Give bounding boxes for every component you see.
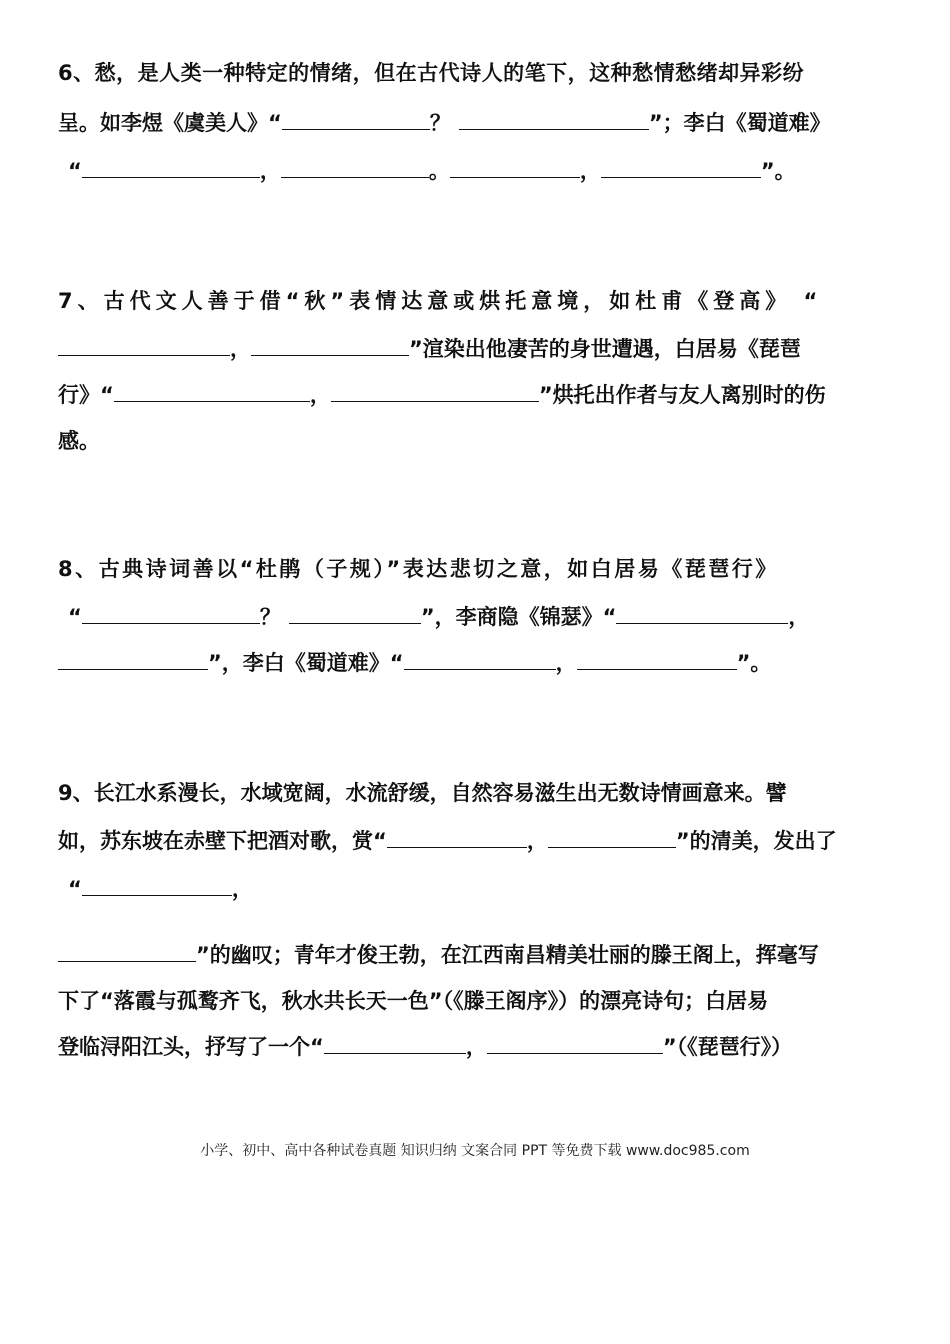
q6-text: “ <box>68 159 82 183</box>
answer-blank[interactable] <box>114 381 310 402</box>
answer-blank[interactable] <box>487 1033 663 1054</box>
q6-text: ”；李白《蜀道难》 <box>648 111 831 135</box>
answer-blank[interactable] <box>324 1033 466 1054</box>
answer-blank[interactable] <box>616 603 788 624</box>
q8-text: ”，李商隐《锦瑟》“ <box>420 605 617 629</box>
answer-blank[interactable] <box>282 109 430 130</box>
answer-blank[interactable] <box>281 157 429 178</box>
q6-text: 呈。如李煜《虞美人》“ <box>58 111 282 135</box>
q9-text: ”的清美，发出了 <box>675 829 837 853</box>
q9-text: ， <box>231 877 253 901</box>
answer-blank[interactable] <box>331 381 539 402</box>
q7-text: ， <box>309 383 331 407</box>
answer-blank[interactable] <box>387 827 527 848</box>
answer-blank[interactable] <box>548 827 676 848</box>
answer-blank[interactable] <box>82 875 232 896</box>
answer-blank[interactable] <box>289 603 421 624</box>
q6-line-2 <box>58 108 831 138</box>
q9-text: ， <box>465 1035 487 1059</box>
q9-text: “ <box>68 877 82 901</box>
q9-text: ”（《琵琶行》） <box>662 1035 793 1059</box>
q8-text: ？ <box>259 605 281 629</box>
q8-text: ”。 <box>736 651 772 675</box>
q6-text: 。 <box>428 159 450 183</box>
answer-blank[interactable] <box>577 649 737 670</box>
q6-text: ， <box>259 159 281 183</box>
answer-blank[interactable] <box>459 109 649 130</box>
q7-text: ， <box>230 337 251 361</box>
q8-line-1: 8、古典诗词善以“杜鹃（子规）”表达悲切之意，如白居易《琵琶行》 <box>58 557 779 581</box>
q8-text: ”，李白《蜀道难》“ <box>208 651 404 675</box>
q7-line-2 <box>58 334 801 364</box>
q6-text: ？ <box>429 111 451 135</box>
q8-text: ， <box>788 605 810 629</box>
answer-blank[interactable] <box>601 157 761 178</box>
q8-text: ， <box>555 651 577 675</box>
q8-text: “ <box>68 605 82 629</box>
q7-line-3 <box>58 380 826 410</box>
q9-text: 如，苏东坡在赤壁下把酒对歌，赏“ <box>58 829 387 853</box>
footer-text: 小学、初中、高中各种试卷真题 知识归纳 文案合同 PPT 等免费下载 www.doc985.com <box>200 1143 750 1159</box>
answer-blank[interactable] <box>58 649 208 670</box>
q7-text: ”烘托出作者与友人离别时的伤 <box>538 383 826 407</box>
answer-blank[interactable] <box>82 603 260 624</box>
q9-text: ”的幽叹；青年才俊王勃，在江西南昌精美壮丽的滕王阁上，挥毫写 <box>196 943 819 967</box>
answer-blank[interactable] <box>251 335 409 356</box>
answer-blank[interactable] <box>450 157 580 178</box>
q7-line-1: 7、古代文人善于借“秋”表情达意或烘托意境，如杜甫《登高》 “ <box>58 289 823 313</box>
q9-line-6 <box>58 1032 792 1062</box>
q9-line-5: 下了“落霞与孤鹜齐飞，秋水共长天一色”（《滕王阁序》）的漂亮诗句；白居易 <box>58 989 769 1013</box>
q7-text: ”渲染出他凄苦的身世遭遇，白居易《琵琶 <box>409 337 801 361</box>
q7-text: 行》“ <box>58 383 114 407</box>
answer-blank[interactable] <box>58 335 230 356</box>
q9-line-1: 9、长江水系漫长，水域宽阔，水流舒缓，自然容易滋生出无数诗情画意来。譬 <box>58 781 787 805</box>
q9-text: ， <box>526 829 548 853</box>
q8-line-2 <box>68 602 809 632</box>
q6-text: ， <box>579 159 601 183</box>
q9-line-2 <box>58 826 837 856</box>
answer-blank[interactable] <box>58 941 196 962</box>
q8-line-3 <box>58 648 771 678</box>
q9-text: 登临浔阳江头，抒写了一个“ <box>58 1035 324 1059</box>
answer-blank[interactable] <box>82 157 260 178</box>
q6-line-1: 6、愁，是人类一种特定的情绪，但在古代诗人的笔下，这种愁情愁绪却异彩纷 <box>58 61 805 85</box>
q6-line-3 <box>68 156 796 186</box>
q7-line-4: 感。 <box>58 429 100 453</box>
q9-line-3 <box>68 874 253 904</box>
q6-text: ”。 <box>760 159 796 183</box>
answer-blank[interactable] <box>404 649 556 670</box>
q9-line-4 <box>58 940 819 970</box>
